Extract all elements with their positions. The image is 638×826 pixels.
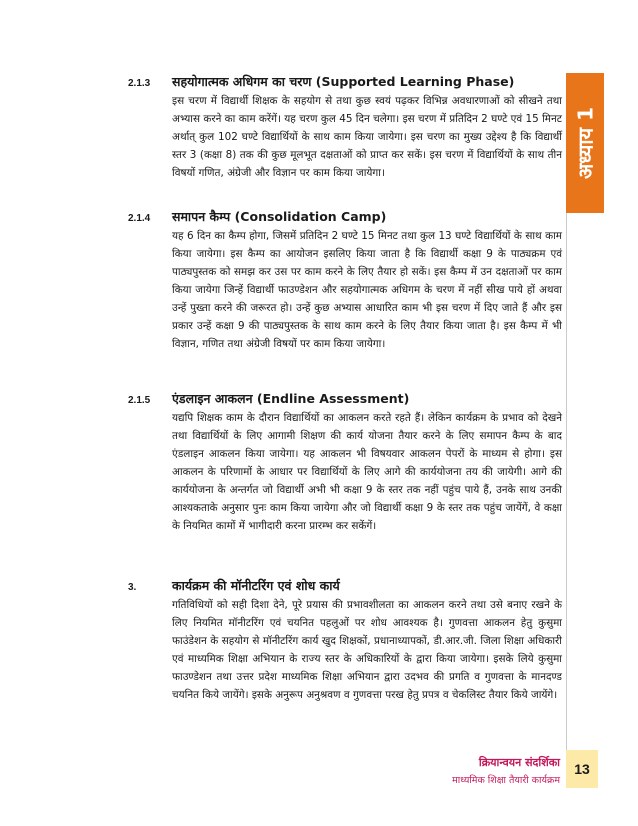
section-number: 2.1.4 (128, 213, 151, 224)
section-number: 2.1.5 (128, 395, 151, 406)
section-heading: एंडलाइन आकलन (Endline Assessment) (172, 391, 410, 406)
chapter-side-tab (566, 73, 604, 213)
section-number: 2.1.3 (128, 78, 151, 89)
chapter-label: अध्याय 1 (573, 106, 598, 180)
page-number: 13 (566, 750, 598, 788)
margin-rule (566, 213, 567, 773)
section-heading: सहयोगात्मक अधिगम का चरण (Supported Learning Phase) (172, 74, 515, 89)
footer-title: क्रियान्वयन संदर्शिका (478, 756, 560, 769)
section-paragraph: यह 6 दिन का कैम्प होगा, जिसमें प्रतिदिन 2 घण्टे 15 मिनट तथा कुल 13 घण्टे विद्यार्थियों के साथ काम किया जायेगा। इस कैम्प का आयोजन इसलिए किया जाता है कि विद्यार्थी कक्षा 9 के पाठ्यक्रम एवं पाठ्यपुस्तक को समझ कर उस पर काम करने के लिए तैयार हो सकें। इस कैम्प में उन दक्षताओं पर काम किया जायेगा जिन्हें विद्यार्थी फाउण्डेशन और सहयोगात्मक अधिगम के चरण में नहीं सीख पाये हों अथवा उन्हें पुख्ता करने की जरूरत हो। उन्हें कुछ अभ्यास आधारित काम भी इस चरण में दिए जाते हैं और इस प्रकार उन्हें कक्षा 9 की पाठ्यपुस्तक के साथ काम करने के लिए तैयार किया जाता है। इस कैम्प में भी विज्ञान, गणित तथा अंग्रेजी विषयों पर काम किया जायेगा। (172, 230, 562, 350)
section-paragraph: यद्यपि शिक्षक काम के दौरान विद्यार्थियों का आकलन करते रहते हैं। लेकिन कार्यक्रम के प्रभाव को देखने तथा विद्यार्थियों के लिए आगामी शिक्षण की कार्य योजना तैयार करने के लिए समापन कैम्प के बाद एंडलाइन आकलन किया जायेगा। यह आकलन भी विषयवार आकलन पेपरों के माध्यम से होगा। इस आकलन के परिणामों के आधार पर विद्यार्थियों के लिए आगे की कार्ययोजना तय की जायेगी। आगे की कार्ययोजना के अन्तर्गत जो विद्यार्थी अभी भी कक्षा 9 के स्तर तक नहीं पहुंच पाये हैं, उनके साथ उनकी आश्यकताके अनुसार पुनः काम किया जायेगा और जो विद्यार्थी कक्षा 9 के स्तर तक पहुंच जायेंगें, वे कक्षा के नियमित कामों में भागीदारी करना प्रारम्भ कर सकेंगें। (172, 412, 562, 532)
section-2-1-4 (128, 208, 562, 353)
footer-subtitle: माध्यमिक शिक्षा तैयारी कार्यक्रम (452, 775, 560, 786)
section-heading: समापन कैम्प (Consolidation Camp) (172, 209, 387, 224)
section-number: 3. (128, 582, 137, 593)
section-paragraph: गतिविधियों को सही दिशा देने, पूरे प्रयास की प्रभावशीलता का आकलन करने तथा उसे बनाए रखने के लिए नियमित मॉनीटरिंग एवं चयनित पहलुओं पर शोध आवश्यक है। गुणवत्ता आकलन हेतु कुसुमा फाउंडेशन के सहयोग से मॉनीटरिंग कार्य खुद शिक्षकों, प्रधानाध्यापकों, डी.आर.जी. जिला शिक्षा अधिकारी एवं माध्यमिक शिक्षा अभियान के राज्य स्तर के अधिकारियों के द्वारा किया जायेगा। इसके लिये कुसुमा फाउण्डेशन तथा उत्तर प्रदेश माध्यमिक शिक्षा अभियान द्वारा उदभव की प्रगति व गुणवत्ता के मानदण्ड चयनित किये जायेंगे। इसके अनुरूप अनुश्रवण व गुणवत्ता परख हेतु प्रपत्र व चेकलिस्ट तैयार किये जायेंगे। (172, 599, 562, 701)
section-3 (128, 577, 562, 704)
section-heading: कार्यक्रम की मॉनीटरिंग एवं शोध कार्य (172, 578, 340, 593)
section-paragraph: इस चरण में विद्यार्थी शिक्षक के सहयोग से तथा कुछ स्वयं पढ़कर विभिन्न अवधारणाओं को सीखने तथा अभ्यास करने का काम करेंगें। यह चरण कुल 45 दिन चलेगा। इस चरण में प्रतिदिन 2 घण्टे एवं 15 मिनट अर्थात् कुल 102 घण्टे विद्यार्थियों के साथ काम किया जायेगा। इस चरण का मुख्य उद्देश्य है कि विद्यार्थी स्तर 3 (कक्षा 8) तक की कुछ मूलभूत दक्षताओं को प्राप्त कर सकें। इस चरण में विद्यार्थियों के साथ तीन विषयों गणित, अंग्रेजी और विज्ञान पर काम किया जायेगा। (172, 95, 562, 179)
page-footer (452, 755, 560, 786)
section-2-1-3 (128, 73, 562, 182)
section-2-1-5 (128, 390, 562, 535)
